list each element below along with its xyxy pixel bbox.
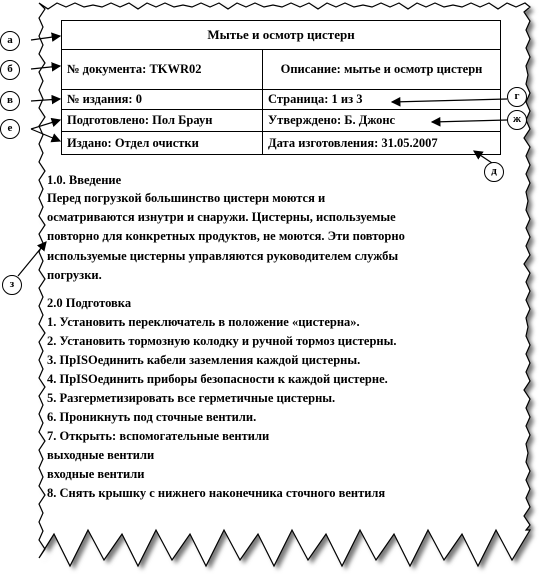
text-line: используемые цистерны управляются руководителем службы [47,249,399,263]
callout-zh: ж [507,110,527,130]
step-line: 1. Установить переключатель в положение «цистерна». [47,315,360,329]
page-number: Страница: 1 из 3 [263,90,500,110]
text-line: осматриваются изнутри и снаружи. Цистерны, используемые [47,210,396,224]
step-line: 8. Снять крышку с нижнего наконечника сточного вентиля [47,486,386,500]
text-line: Перед погрузкой большинство цистерн моются и [47,191,326,205]
callout-e: е [0,119,20,139]
callout-b: б [0,60,20,80]
document-number: № документа: TKWR02 [62,50,263,90]
step-line: выходные вентили [47,448,155,462]
edition-number: № издания: 0 [62,90,263,110]
section-introduction [47,173,507,283]
step-line: 5. Разгерметизировать все герметичные цистерны. [47,391,336,405]
step-line: входные вентили [47,467,145,481]
step-line: 4. ПрISOединить приборы безопасности к каждой цистерне. [47,372,388,386]
issued-by: Издано: Отдел очистки [62,132,263,154]
section-heading: 1.0. Введение [47,173,122,187]
step-line: 7. Открыть: вспомогательные вентили [47,429,270,443]
document-description: Описание: мытье и осмотр цистерн [263,50,500,90]
callout-z: з [2,275,22,295]
step-line: 2. Установить тормозную колодку и ручной тормоз цистерны. [47,334,397,348]
step-line: 6. Проникнуть под сточные вентили. [47,410,257,424]
callout-g: г [507,87,527,107]
issue-date: Дата изготовления: 31.05.2007 [268,135,438,150]
text-line: погрузки. [47,268,102,282]
section-preparation [47,296,507,502]
document-title: Мытье и осмотр цистерн [62,21,500,50]
step-line: 3. ПрISOединить кабели заземления каждой цистерны. [47,353,361,367]
approved-by: Утверждено: Б. Джонс [263,110,500,132]
prepared-by: Подготовлено: Пол Браун [62,110,263,132]
text-line: повторно для конкретных продуктов, не моются. Эти повторно [47,229,405,243]
callout-d: д [484,162,504,182]
section-heading: 2.0 Подготовка [47,296,132,310]
callout-v: в [0,91,20,111]
callout-a: а [0,31,20,51]
